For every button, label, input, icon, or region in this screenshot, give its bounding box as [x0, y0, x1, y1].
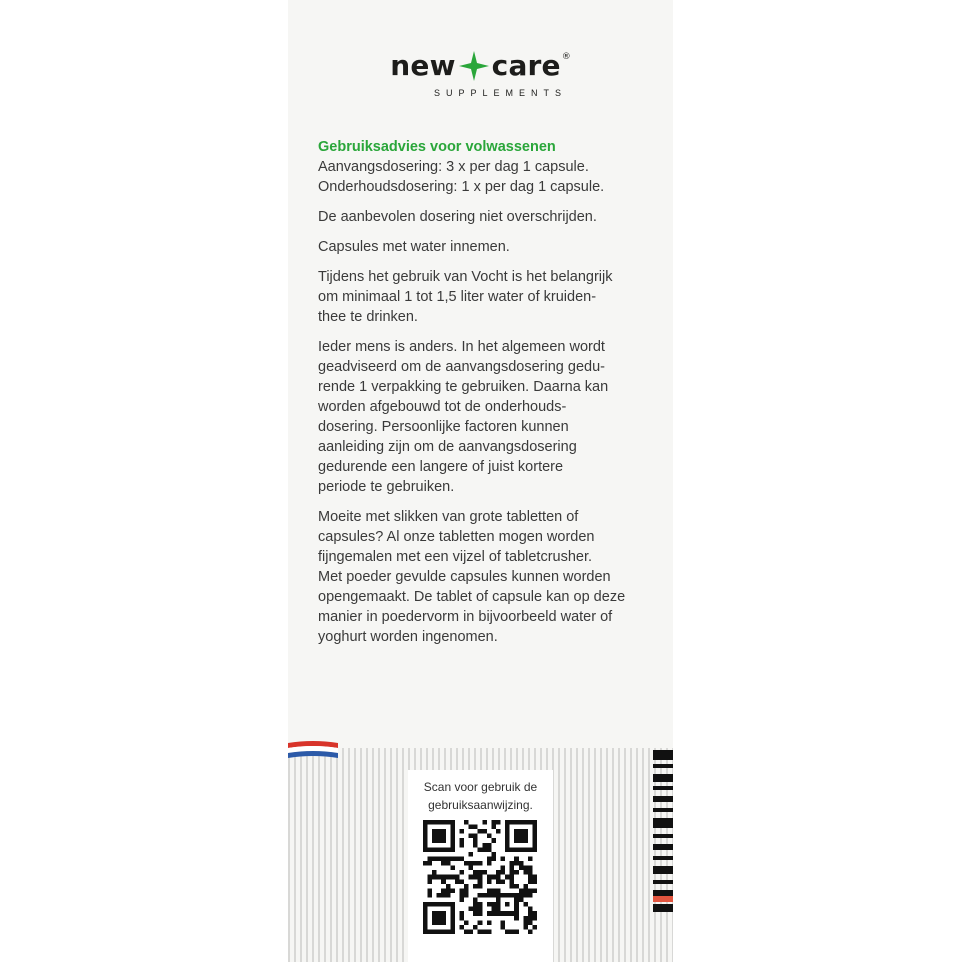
- advice-line: Ieder mens is anders. In het algemeen wordt: [318, 339, 605, 355]
- dosage-line-maintenance: Onderhoudsdosering: 1 x per dag 1 capsule.: [318, 179, 605, 195]
- advice-line: gedurende een langere of juist kortere: [318, 459, 564, 475]
- dosage-block: [318, 137, 653, 197]
- swallow-line: opengemaakt. De tablet of capsule kan op deze: [318, 589, 626, 605]
- swallow-line: Met poeder gevulde capsules kunnen worden: [318, 569, 611, 585]
- pharmacode-barcode: [651, 748, 673, 962]
- swallow-line: manier in poedervorm in bijvoorbeeld water of: [318, 609, 613, 625]
- usage-instructions: [318, 137, 653, 657]
- water-note-line: Tijdens het gebruik van Vocht is het belangrijk: [318, 269, 613, 285]
- registered-mark: ®: [561, 52, 571, 62]
- swallow-paragraph: [318, 507, 653, 647]
- green-star-icon: [459, 51, 489, 81]
- qr-caption-line: gebruiksaanwijzing.: [428, 798, 533, 812]
- brand-subtitle: SUPPLEMENTS: [433, 88, 568, 98]
- brand-logo: [288, 50, 673, 98]
- swallow-line: yoghurt worden ingenomen.: [318, 629, 498, 645]
- dutch-flag-icon: [288, 740, 338, 762]
- swallow-line: Moeite met slikken van grote tabletten of: [318, 509, 579, 525]
- advice-paragraph: [318, 337, 653, 497]
- advice-line: periode te gebruiken.: [318, 479, 455, 495]
- dosage-line-start: Aanvangsdosering: 3 x per dag 1 capsule.: [318, 159, 589, 175]
- usage-heading: Gebruiksadvies voor volwassenen: [318, 139, 556, 155]
- product-label: [288, 0, 673, 962]
- max-dose-note: De aanbevolen dosering niet overschrijden.: [318, 209, 597, 225]
- advice-line: rende 1 verpakking te gebruiken. Daarna kan: [318, 379, 609, 395]
- advice-line: geadviseerd om de aanvangsdosering gedu-: [318, 359, 605, 375]
- qr-code[interactable]: [423, 820, 537, 934]
- qr-caption-line: Scan voor gebruik de: [423, 780, 538, 794]
- intake-note: Capsules met water innemen.: [318, 239, 510, 255]
- brand-name-care: care: [491, 49, 561, 82]
- swallow-line: fijngemalen met een vijzel of tabletcrusher.: [318, 549, 593, 565]
- brand-name-new: new: [390, 49, 456, 82]
- advice-line: worden afgebouwd tot de onderhouds-: [318, 399, 567, 415]
- water-note-line: om minimaal 1 tot 1,5 liter water of kruiden-: [318, 289, 597, 305]
- water-note: [318, 267, 653, 327]
- qr-caption: [408, 778, 553, 814]
- swallow-line: capsules? Al onze tabletten mogen worden: [318, 529, 595, 545]
- advice-line: dosering. Persoonlijke factoren kunnen: [318, 419, 569, 435]
- qr-card: [408, 770, 553, 962]
- advice-line: aanleiding zijn om de aanvangsdosering: [318, 439, 577, 455]
- water-note-line: thee te drinken.: [318, 309, 418, 325]
